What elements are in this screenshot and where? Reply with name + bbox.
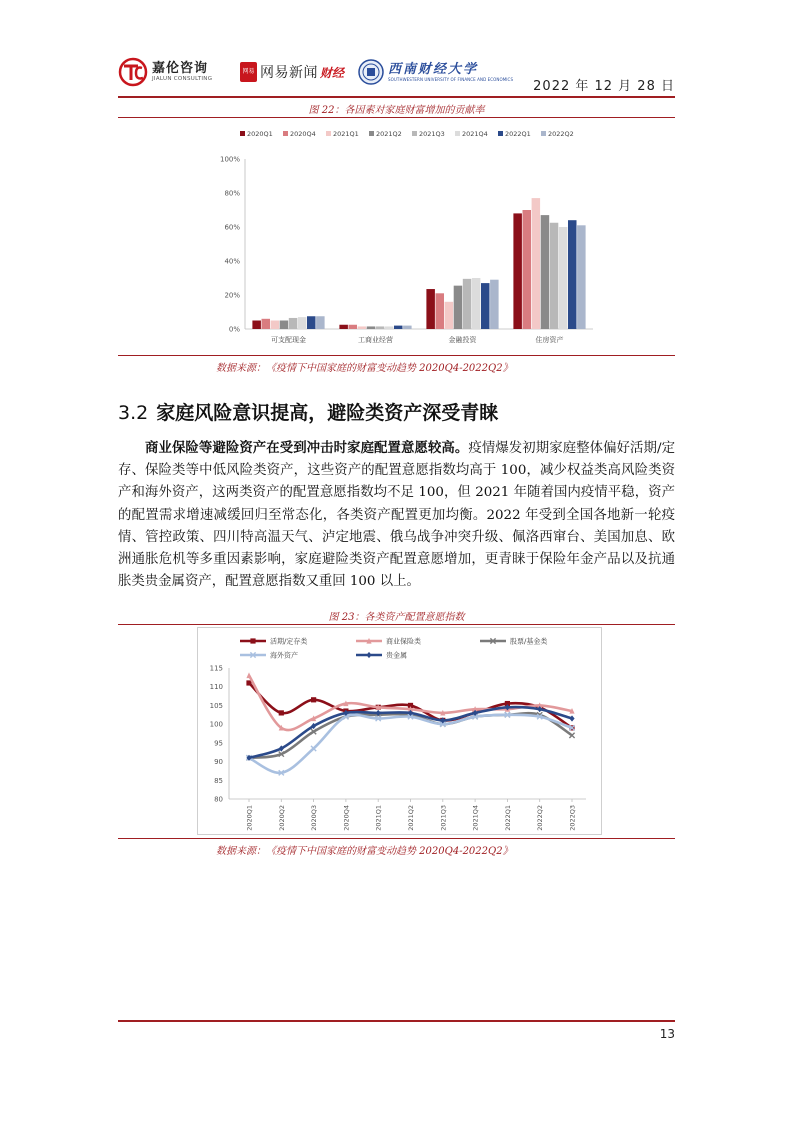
bar-2021Q1 <box>532 198 541 329</box>
bar-2021Q1 <box>358 326 367 329</box>
legend-label-2021Q3: 2021Q3 <box>419 130 445 138</box>
x-tick-label: 2022Q1 <box>503 805 512 831</box>
data-point-活期/定存类 <box>279 710 284 715</box>
figure-23-svg <box>198 628 601 834</box>
bar-2020Q4 <box>262 319 271 329</box>
legend-label-2021Q2: 2021Q2 <box>376 130 402 138</box>
y-tick-label: 100% <box>219 155 240 164</box>
figure-22-source: 数据来源：《疫情下中国家庭的财富变动趋势 2020Q4-2022Q2》 <box>216 363 513 374</box>
legend-label-2022Q2: 2022Q2 <box>548 130 574 138</box>
x-tick-label: 2020Q2 <box>277 805 286 831</box>
data-point-商业保险类 <box>246 672 251 678</box>
x-tick-label: 工商业经营 <box>358 336 393 344</box>
x-tick-label: 2022Q3 <box>568 805 577 831</box>
bar-2021Q1 <box>445 302 454 329</box>
paragraph-body: 疫情爆发初期家庭整体偏好活期/定存、保险类等中低风险类资产，这些资产的配置意愿指数均高于 100，减少权益类高风险类资产和海外资产，这两类资产的配置意愿指数均不足 100，但 2021 年随着国内疫情平稳，资产的配置需求增速减缓回归至常态化，各类资产配置更加均衡。2022 年受到全国各地新一轮疫情、管控政策、四川特高温天气、泸定地震、俄乌战争冲突升级、佩洛西窜台、美国加息、欧洲通胀危机等多重因素影响，家庭避险类资产配置意愿增加，更青睐于保险年金产品以及抗通胀类贵金属资产，配置意愿指数又重回 100 以上。 <box>118 441 675 590</box>
figure-22-caption: 图 22：各因素对家庭财富增加的贡献率 <box>308 105 485 116</box>
figure-22-chart <box>218 122 602 350</box>
x-tick-label: 2020Q1 <box>245 805 254 831</box>
section-title-text: 家庭风险意识提高，避险类资产深受青睐 <box>156 402 499 424</box>
x-tick-label: 住房资产 <box>535 336 564 344</box>
jialun-name: 嘉伦咨询 <box>152 60 209 76</box>
legend-swatch-2022Q1 <box>498 131 503 136</box>
bar-2021Q4 <box>559 227 568 329</box>
y-tick-label: 85 <box>214 776 223 785</box>
swufe-name: 西南财经大学 <box>388 61 479 77</box>
legend-swatch-2021Q3 <box>412 131 417 136</box>
x-tick-label: 2022Q2 <box>536 805 545 831</box>
y-tick-label: 100 <box>209 720 223 729</box>
figure-23-chart <box>197 627 602 835</box>
bar-2022Q1 <box>481 283 490 329</box>
legend-swatch-2021Q4 <box>455 131 460 136</box>
bar-2021Q2 <box>367 326 376 329</box>
x-tick-label: 2021Q1 <box>374 805 383 831</box>
bar-2022Q1 <box>394 326 403 329</box>
x-tick-label: 2021Q3 <box>439 805 448 831</box>
legend-swatch-2021Q2 <box>369 131 374 136</box>
y-tick-label: 40% <box>224 257 240 266</box>
bar-2020Q1 <box>513 213 522 329</box>
figure-23-source: 数据来源：《疫情下中国家庭的财富变动趋势 2020Q4-2022Q2》 <box>216 846 513 857</box>
bar-2021Q2 <box>541 215 550 329</box>
header-divider <box>118 96 675 98</box>
bar-2020Q1 <box>252 321 261 330</box>
x-tick-label: 金融投资 <box>448 336 477 344</box>
bar-2022Q2 <box>403 326 412 329</box>
jialun-logo <box>118 56 212 88</box>
bar-2020Q1 <box>426 289 435 329</box>
bar-2022Q2 <box>316 316 325 329</box>
figure-22-bottom-rule <box>118 355 675 356</box>
bar-2020Q4 <box>523 210 532 329</box>
wangyi-logo <box>240 56 344 88</box>
legend-swatch-2020Q1 <box>240 131 245 136</box>
wangyi-name: 网易新闻 <box>260 65 318 81</box>
footer-divider <box>118 1020 675 1022</box>
bar-2020Q4 <box>436 293 445 329</box>
legend-label-商业保险类: 商业保险类 <box>386 637 421 646</box>
legend-label-股票/基金类: 股票/基金类 <box>510 637 548 646</box>
figure-23-top-rule <box>118 624 675 625</box>
paragraph-lead: 商业保险等避险资产在受到冲击时家庭配置意愿较高。 <box>145 440 469 456</box>
data-point-贵金属 <box>569 715 574 721</box>
bar-2021Q2 <box>280 321 289 330</box>
legend-label-贵金属: 贵金属 <box>386 651 407 660</box>
x-tick-label: 可支配现金 <box>271 336 306 344</box>
legend-label-2021Q1: 2021Q1 <box>333 130 359 138</box>
figure-23-bottom-rule <box>118 838 675 839</box>
figure-23-caption: 图 23：各类资产配置意愿指数 <box>328 612 465 623</box>
body-paragraph <box>118 437 675 593</box>
x-tick-label: 2021Q2 <box>407 805 415 831</box>
bar-2021Q4 <box>298 317 307 329</box>
x-tick-label: 2021Q4 <box>471 805 480 831</box>
legend-label-2020Q1: 2020Q1 <box>247 130 273 138</box>
legend-swatch-2022Q2 <box>541 131 546 136</box>
figure-22-top-rule <box>118 117 675 118</box>
bar-2021Q4 <box>472 278 481 329</box>
swufe-logo <box>358 56 513 88</box>
y-tick-label: 80 <box>214 795 223 804</box>
jialun-en: JIALUN CONSULTING <box>152 75 213 82</box>
bar-2021Q3 <box>463 279 472 329</box>
wangyi-caijing: 财经 <box>320 65 345 80</box>
bar-2021Q3 <box>376 326 385 329</box>
bar-2021Q2 <box>454 286 463 329</box>
legend-label-2022Q1: 2022Q1 <box>505 130 531 138</box>
legend-marker-活期/定存类 <box>250 638 255 643</box>
x-tick-label: 2020Q4 <box>342 805 351 831</box>
x-tick-label: 2020Q3 <box>310 805 319 831</box>
swufe-seal-icon <box>358 59 384 85</box>
y-tick-label: 110 <box>209 683 223 692</box>
y-tick-label: 20% <box>224 291 240 300</box>
y-tick-label: 105 <box>209 701 223 710</box>
y-tick-label: 115 <box>209 664 223 673</box>
bar-2021Q4 <box>385 326 394 329</box>
section-number: 3.2 <box>118 402 149 424</box>
y-tick-label: 90 <box>214 758 223 767</box>
figure-22-svg <box>218 122 602 350</box>
y-tick-label: 0% <box>228 325 240 334</box>
wangyi-badge: 网易 <box>240 62 257 82</box>
legend-label-海外资产: 海外资产 <box>270 651 298 660</box>
bar-2022Q2 <box>490 280 499 329</box>
bar-2021Q3 <box>289 318 298 329</box>
legend-marker-贵金属 <box>366 652 371 658</box>
legend-swatch-2021Q1 <box>326 131 331 136</box>
series-line-股票/基金类 <box>249 713 572 758</box>
data-point-活期/定存类 <box>311 697 316 702</box>
y-tick-label: 95 <box>214 739 223 748</box>
y-tick-label: 60% <box>224 223 240 232</box>
bar-2022Q1 <box>307 316 316 329</box>
legend-label-活期/定存类: 活期/定存类 <box>270 637 308 646</box>
bar-2021Q3 <box>550 223 559 329</box>
legend-label-2021Q4: 2021Q4 <box>462 130 488 138</box>
page-number: 13 <box>659 1027 675 1041</box>
bar-2022Q1 <box>568 220 577 329</box>
bar-2021Q1 <box>271 321 280 330</box>
bar-2020Q4 <box>349 325 358 329</box>
header-date: 2022 年 12 月 28 日 <box>533 79 675 94</box>
y-tick-label: 80% <box>224 189 240 198</box>
bar-2022Q2 <box>577 225 586 329</box>
swufe-en: SOUTHWESTERN UNIVERSITY OF FINANCE AND ECONOMICS <box>388 76 514 82</box>
section-title <box>118 398 498 425</box>
bar-2020Q1 <box>339 325 348 329</box>
jialun-mark-icon <box>118 57 148 87</box>
legend-swatch-2020Q4 <box>283 131 288 136</box>
legend-label-2020Q4: 2020Q4 <box>290 130 316 138</box>
